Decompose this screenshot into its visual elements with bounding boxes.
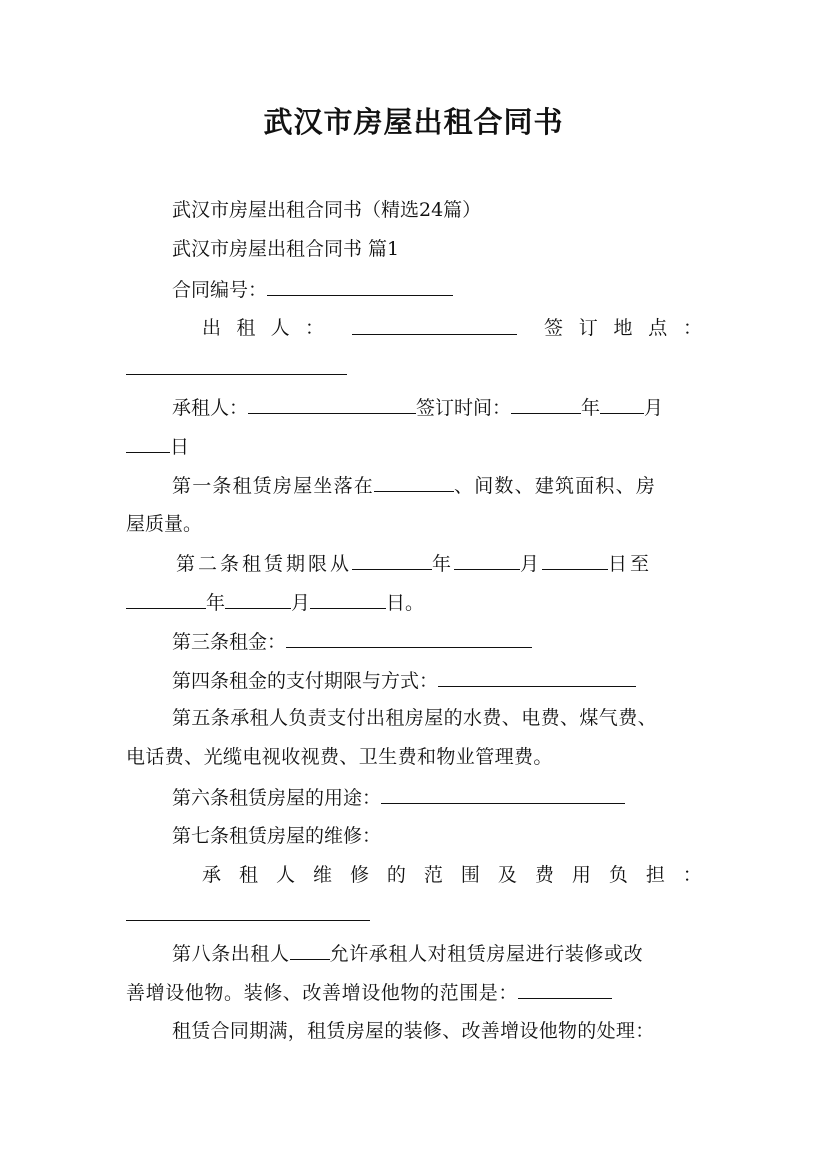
sign-place-label: 签 订 地 点 ： bbox=[544, 317, 702, 339]
sign-day-blank bbox=[126, 434, 170, 453]
article-8-line-1: 第八条出租人 允许承租人对租赁房屋进行装修或改 bbox=[172, 943, 644, 965]
payment-terms-blank bbox=[438, 668, 636, 687]
article-6-line: 第六条租赁房屋的用途： bbox=[172, 785, 625, 810]
rent-blank bbox=[286, 629, 532, 648]
article-1-line-2: 屋质量。 bbox=[126, 513, 203, 535]
article-2-line-1: 第二条租赁期限从 年 月 日至 bbox=[176, 553, 653, 575]
location-blank bbox=[374, 473, 454, 492]
year-label: 年 bbox=[581, 397, 601, 419]
sign-year-blank bbox=[511, 395, 581, 414]
permission-blank bbox=[290, 941, 330, 960]
sign-place-blank bbox=[126, 356, 347, 375]
lease-end-year-blank bbox=[126, 590, 206, 609]
lessee-line bbox=[172, 395, 663, 420]
sign-time-label: 签订时间： bbox=[416, 397, 512, 419]
article-4-line: 第四条租金的支付期限与方式： bbox=[172, 668, 636, 693]
lease-start-day-blank bbox=[542, 551, 608, 570]
lessor-blank bbox=[352, 316, 517, 335]
article-7-line: 第七条租赁房屋的维修： bbox=[172, 825, 382, 847]
lessee-blank bbox=[248, 395, 416, 414]
section-heading: 武汉市房屋出租合同书 篇1 bbox=[172, 238, 400, 260]
lessee-label: 承租人： bbox=[172, 397, 249, 419]
repair-scope-blank bbox=[126, 902, 370, 921]
document-subtitle: 武汉市房屋出租合同书（精选24篇） bbox=[172, 199, 482, 221]
article-7-scope-line: 承 租 人 维 修 的 范 围 及 费 用 负 担 ： bbox=[202, 864, 702, 886]
document-title: 武汉市房屋出租合同书 bbox=[263, 105, 564, 139]
lease-end-month-blank bbox=[225, 590, 291, 609]
lessor-line bbox=[172, 316, 702, 340]
contract-number-line bbox=[172, 277, 453, 302]
day-label: 日 bbox=[170, 436, 190, 458]
contract-number-blank bbox=[267, 277, 453, 296]
repair-scope-line bbox=[126, 902, 370, 927]
lease-end-day-blank bbox=[310, 590, 386, 609]
article-1-line-1: 第一条租赁房屋坐落在 、间数、建筑面积、房 bbox=[172, 475, 657, 497]
lease-start-month-blank bbox=[454, 551, 520, 570]
sign-place-line bbox=[126, 356, 347, 381]
improvement-scope-blank bbox=[518, 980, 612, 999]
sign-month-blank bbox=[600, 395, 644, 414]
lessor-label: 出 租 人 ： bbox=[202, 317, 324, 339]
article-2-line-2: 年 月 日。 bbox=[126, 590, 424, 615]
month-label: 月 bbox=[644, 397, 664, 419]
usage-blank bbox=[381, 785, 625, 804]
article-5-line-1: 第五条承租人负责支付出租房屋的水费、电费、煤气费、 bbox=[172, 707, 658, 729]
contract-number-label: 合同编号： bbox=[172, 279, 268, 301]
article-8-line-3: 租赁合同期满，租赁房屋的装修、改善增设他物的处理： bbox=[172, 1020, 655, 1042]
article-3-line: 第三条租金： bbox=[172, 629, 532, 654]
sign-day-line bbox=[126, 434, 189, 459]
article-8-line-2: 善增设他物。装修、改善增设他物的范围是： bbox=[126, 980, 612, 1005]
lease-start-year-blank bbox=[352, 551, 432, 570]
article-5-line-2: 电话费、光缆电视收视费、卫生费和物业管理费。 bbox=[126, 746, 553, 768]
